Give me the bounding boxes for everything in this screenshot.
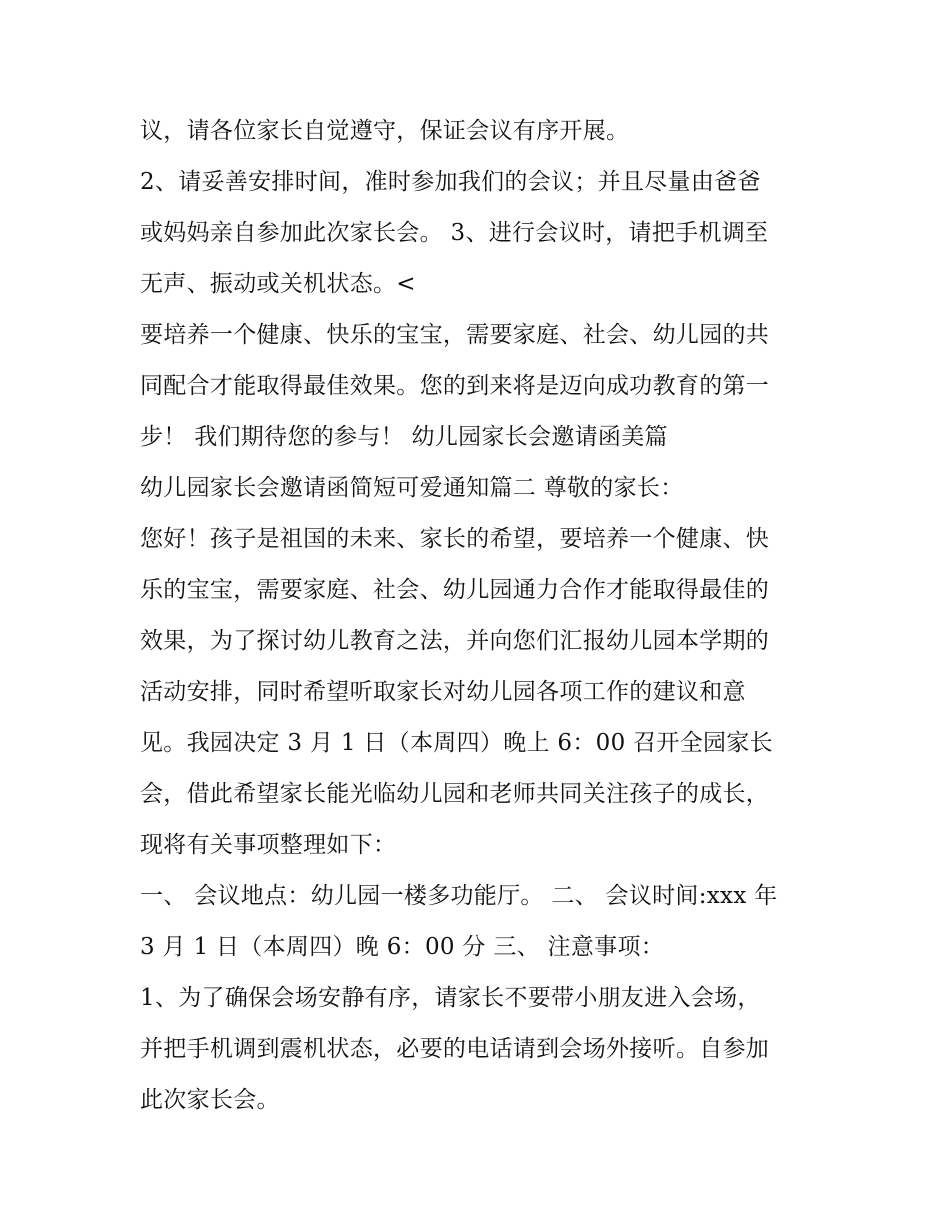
text-line: 见。我园决定 3 月 1 日（本周四）晚上 6：00 召开全园家长 <box>140 730 773 756</box>
text-line: 您好！孩子是祖国的未来、家长的希望，要培养一个健康、快 <box>140 526 770 552</box>
text-line: 效果，为了探讨幼儿教育之法，并向您们汇报幼儿园本学期的 <box>140 628 770 654</box>
text-line: 现将有关事项整理如下： <box>140 832 397 858</box>
text-line: 乐的宝宝，需要家庭、社会、幼儿园通力合作才能取得最佳的 <box>140 577 770 603</box>
text-line: 无声、振动或关机状态。< <box>140 271 416 297</box>
text-line: 幼儿园家长会邀请函简短可爱通知篇二 尊敬的家长： <box>140 475 684 501</box>
text-line: 步！ 我们期待您的参与！ 幼儿园家长会邀请函美篇 <box>140 424 668 450</box>
text-line: 要培养一个健康、快乐的宝宝，需要家庭、社会、幼儿园的共 <box>140 322 770 348</box>
text-line: 一、 会议地点：幼儿园一楼多功能厅。 二、 会议时间:xxx 年 <box>140 883 778 909</box>
text-line: 并把手机调到震机状态，必要的电话请到会场外接听。自参加 <box>140 1036 770 1062</box>
text-line: 1、为了确保会场安静有序，请家长不要带小朋友进入会场， <box>140 985 761 1011</box>
text-line: 议，请各位家长自觉遵守，保证会议有序开展。 <box>140 118 630 144</box>
document-body <box>140 106 840 1126</box>
text-line: 同配合才能取得最佳效果。您的到来将是迈向成功教育的第一 <box>140 373 770 399</box>
text-line: 活动安排，同时希望听取家长对幼儿园各项工作的建议和意 <box>140 679 746 705</box>
text-line: 或妈妈亲自参加此次家长会。 3、进行会议时，请把手机调至 <box>140 220 769 246</box>
text-line: 此次家长会。 <box>140 1087 280 1113</box>
text-line: 会，借此希望家长能光临幼儿园和老师共同关注孩子的成长， <box>140 781 770 807</box>
text-line: 2、请妥善安排时间，准时参加我们的会议；并且尽量由爸爸 <box>140 169 761 195</box>
text-line: 3 月 1 日（本周四）晚 6：00 分 三、 注意事项： <box>140 934 665 960</box>
